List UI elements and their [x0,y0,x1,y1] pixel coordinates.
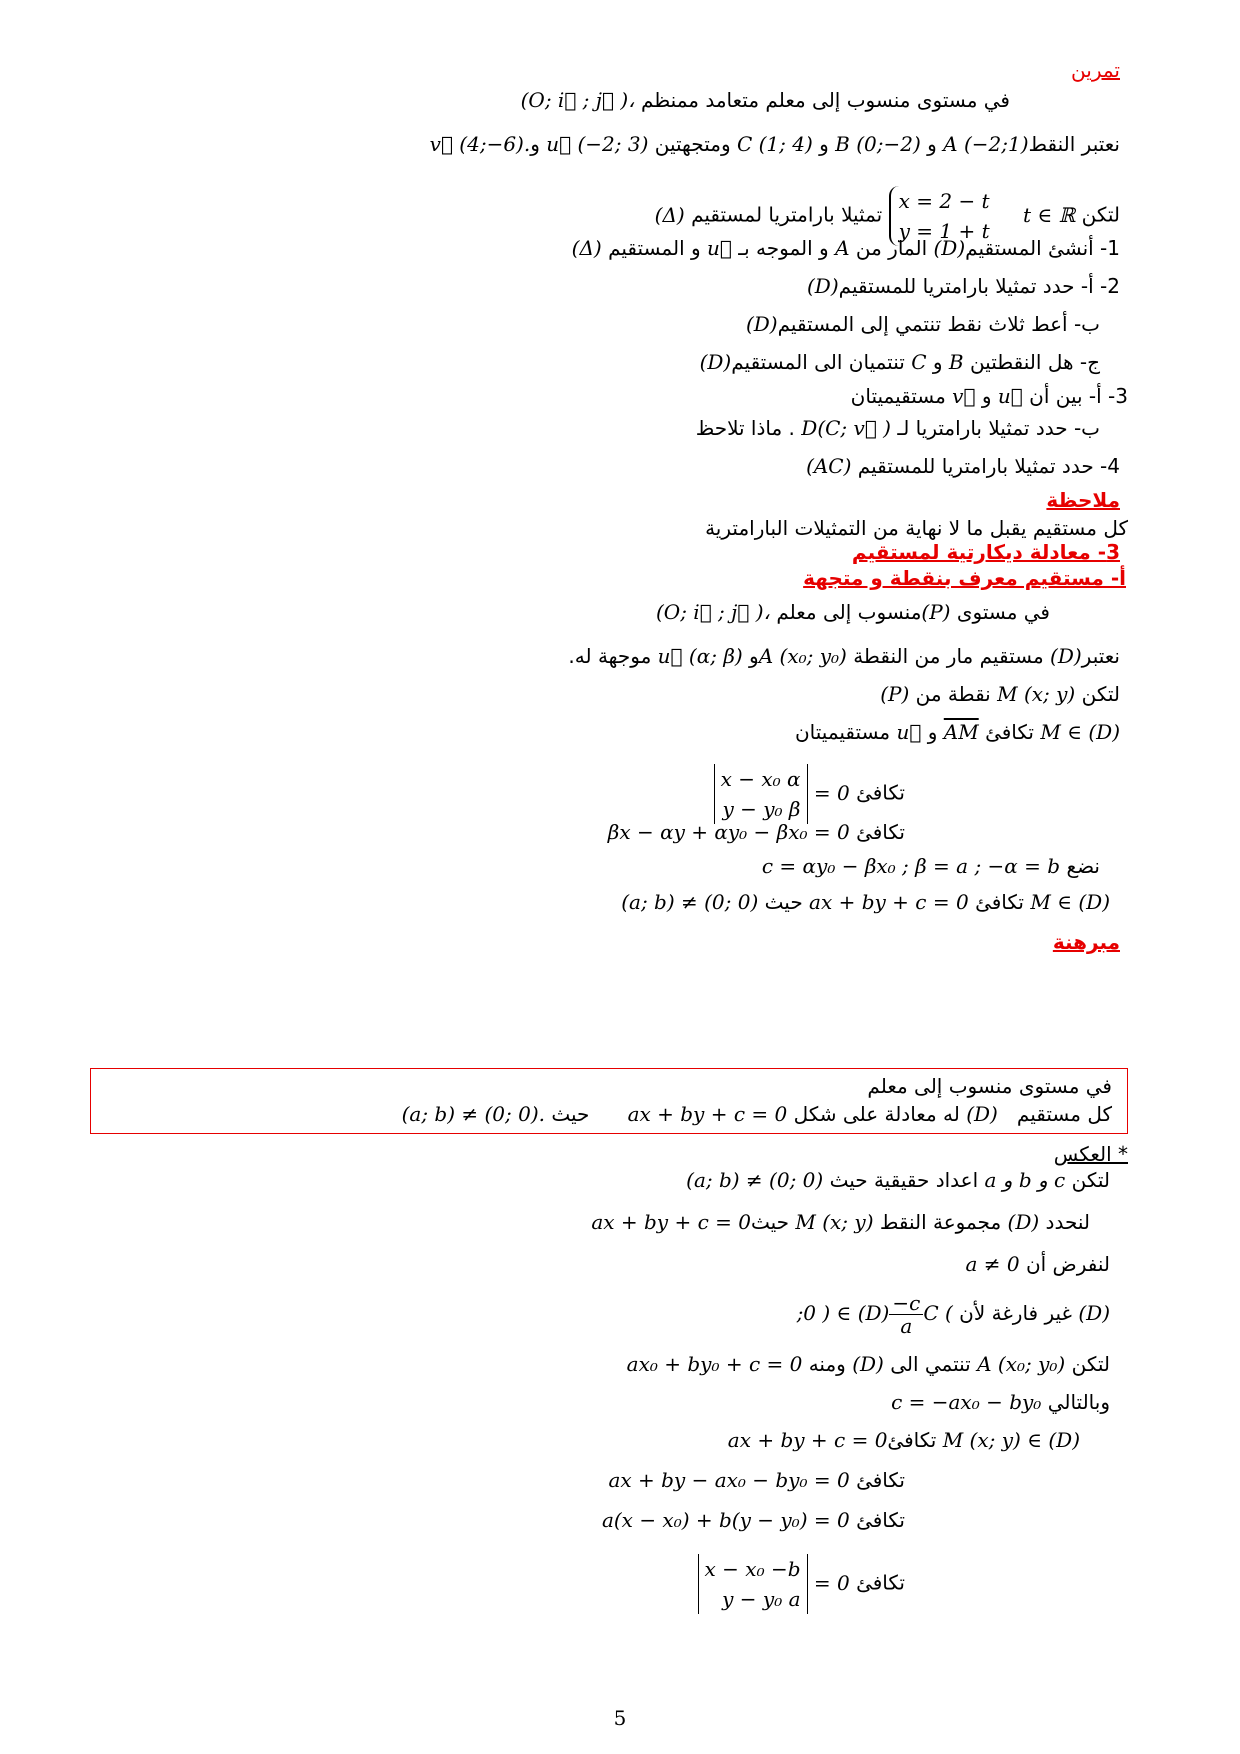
conv-line-7: M (x; y) ∈ (D) تكافئax + by + c = 0 [727,1428,1080,1452]
question-3a: 3- أ- بين أن u⃗ و v⃗ مستقيميتان [850,384,1128,408]
conv-line-1: لتكن a و b و c اعداد حقيقية حيث (a; b) ≠ (0; 0) [686,1168,1110,1192]
page-number: 5 [613,1706,627,1730]
conv-line-4: (D) غير فارغة لأن C ( $\frac{-c}{a}$ ;0 ) ∈ (D) [796,1291,1110,1338]
s3-eq3: نضع c = αy₀ − βx₀ ; β = a ; −α = b [761,854,1100,878]
theorem-line-2: كل مستقيم (D) له معادلة على شكل ax + by + c = 0 حيث (a; b) ≠ (0; 0). [401,1102,1112,1126]
s3-eq4: M ∈ (D) تكافئ ax + by + c = 0 حيث (a; b) ≠ (0; 0) [621,890,1110,914]
conv-line-3: لنفرض أن a ≠ 0 [965,1252,1110,1276]
section3-title: 3- معادلة ديكارتية لمستقيم [851,540,1120,564]
s3-line-3: لتكن M (x; y) نقطة من (P) [880,682,1120,706]
conv-line-9: تكافئ a(x − x₀) + b(y − y₀) = 0 [601,1508,905,1532]
conv-line-2: لنحدد (D) مجموعة النقط M (x; y) حيثax + by + c = 0 [591,1210,1090,1234]
exercise-title: تمرين [1071,58,1120,82]
converse-title: * العكس [1053,1142,1128,1166]
conv-line-8: تكافئ ax + by − ax₀ − by₀ = 0 [608,1468,905,1492]
theorem-line-1: في مستوى منسوب إلى معلم [867,1074,1112,1098]
question-2a: 2- أ- حدد تمثيلا بارامتريا للمستقيم(D) [807,274,1120,298]
ex-line-1: في مستوى منسوب إلى معلم متعامد ممنظم (O; i⃗ ; j⃗ )، [520,88,1010,112]
ex-line-3: لتكن t ∈ ℝ x = 2 − t y = 1 + t تمثيلا بارامتريا لمستقيم (Δ) [90,186,1120,246]
ex-line-2: نعتبر النقطA (−2;1) و B (0;−2) و C (1; 4) ومتجهتين u⃗ (−2; 3) وv⃗ (4;−6). [429,132,1120,156]
param-system: x = 2 − t y = 1 + t [889,186,998,246]
note-text: كل مستقيم يقبل ما لا نهاية من التمثيلات البارامترية [705,516,1128,540]
s3-line-4: M ∈ (D) تكافئ $\overline{AM}$ و u⃗ مستقيميتان [794,720,1120,744]
s3-det: تكافئ = 0 x − x₀ α y − y₀ β [90,764,905,824]
conv-line-5: لتكن A (x₀; y₀) تنتمي الى (D) ومنه ax₀ + by₀ + c = 0 [626,1352,1110,1376]
question-2c: ج- هل النقطتين B و C تنتميان الى المستقيم(D) [699,350,1100,374]
note-title: ملاحظة [1046,488,1120,512]
section3a-title: أ- مستقيم معرف بنقطة و متجهة [803,566,1126,590]
s3-line-1: في مستوى (P)منسوب إلى معلم (O; i⃗ ; j⃗ )، [656,600,1050,624]
question-3b: ب- حدد تمثيلا بارامتريا لـ D(C; v⃗ ) . ماذا تلاحظ [695,416,1100,440]
question-1: 1- أنشئ المستقيم(D) المار من A و الموجه بـ u⃗ و المستقيم (Δ) [571,236,1120,260]
question-4: 4- حدد تمثيلا بارامتريا للمستقيم (AC) [806,454,1120,478]
s3-line-2: نعتبر(D) مستقيم مار من النقطة A (x₀; y₀)و u⃗ (α; β) موجهة له. [568,644,1120,668]
s3-eq2: تكافئ βx − αy + αy₀ − βx₀ = 0 [607,820,905,844]
conv-det: تكافئ = 0 x − x₀ −b y − y₀ a [90,1554,905,1614]
question-2b: ب- أعط ثلاث نقط تنتمي إلى المستقيم(D) [745,312,1100,336]
theorem-title: مبرهنة [1052,930,1120,954]
conv-line-6: وبالتالي c = −ax₀ − by₀ [891,1390,1110,1414]
